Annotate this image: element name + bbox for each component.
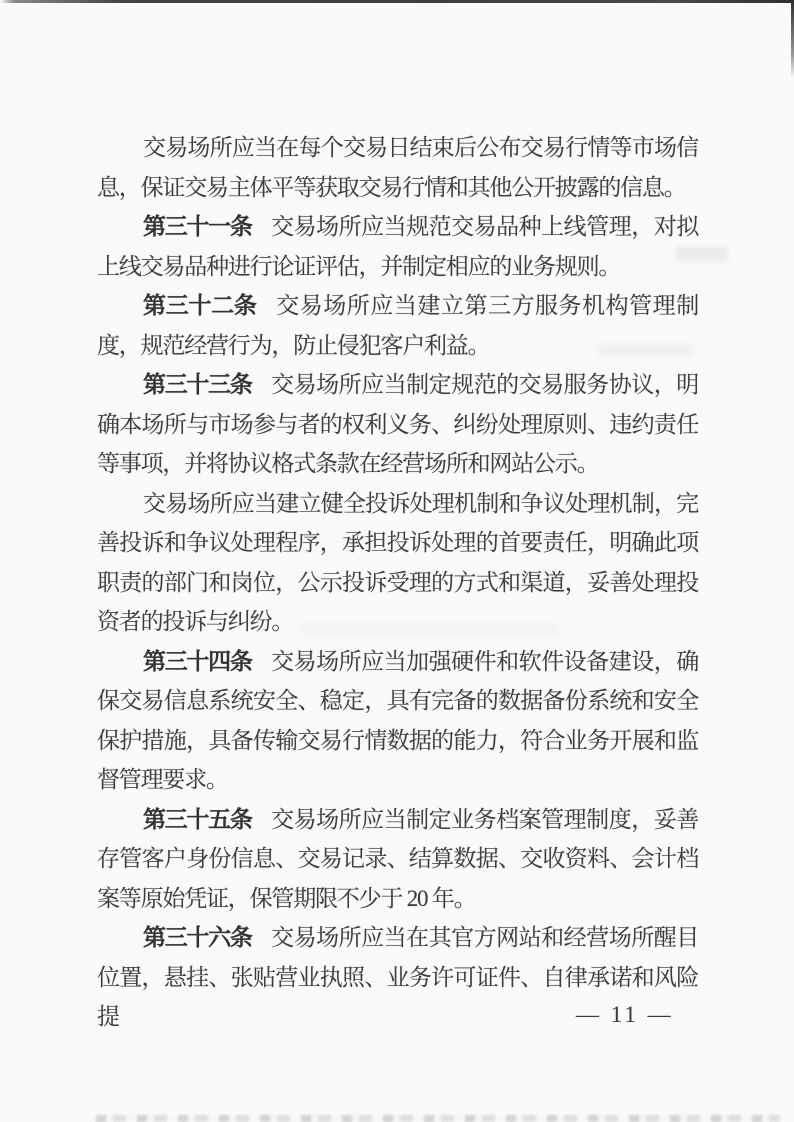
article-text: 交易场所应当在其官方网站和经营场所醒目位置，悬挂、张贴营业执照、业务许可证件、自律承诺和风险提: [97, 925, 699, 1029]
document-body: [97, 128, 698, 1037]
page-number: — 11 —: [576, 1002, 674, 1027]
article-text: 交易场所应当制定业务档案管理制度，妥善存管客户身份信息、交易记录、结算数据、交收资料、会计档案等原始凭证，保管期限不少于 20 年。: [97, 806, 699, 911]
article-text: 交易场所应当规范交易品种上线管理，对拟上线交易品种进行论证评估，并制定相应的业务规则。: [97, 214, 699, 279]
article-number: 第三十四条: [143, 648, 252, 674]
paragraph-article-33: [97, 365, 698, 484]
article-number: 第三十六条: [143, 925, 252, 950]
article-number: 第三十一条: [143, 214, 252, 239]
paragraph-article-32: [97, 286, 698, 365]
article-text: 交易场所应当建立第三方服务机构管理制度，规范经营行为，防止侵犯客户利益。: [97, 293, 699, 358]
paragraph-text: 交易场所应当在每个交易日结束后公布交易行情等市场信息，保证交易主体平等获取交易行情和其他公开披露的信息。: [97, 135, 698, 200]
paragraph-article-35: [97, 800, 698, 919]
paragraph-market-info: [97, 128, 698, 207]
paragraph-article-31: [97, 207, 698, 286]
paragraph-text: 交易场所应当建立健全投诉处理机制和争议处理机制，完善投诉和争议处理程序，承担投诉处理的首要责任，明确此项职责的部门和岗位，公示投诉受理的方式和渠道，妥善处理投资者的投诉与纠纷。: [97, 490, 698, 634]
scan-artifact-bottom-bleedthrough: [96, 1115, 780, 1122]
paragraph-article-34: [97, 642, 698, 800]
article-text: 交易场所应当制定规范的交易服务协议，明确本场所与市场参与者的权利义务、纠纷处理原则、违约责任等事项，并将协议格式条款在经营场所和网站公示。: [97, 372, 699, 476]
paragraph-complaint-handling: [97, 484, 698, 642]
article-number: 第三十五条: [143, 806, 252, 832]
article-number: 第三十二条: [143, 293, 257, 318]
scan-artifact-top-edge: [0, 0, 794, 3]
article-number: 第三十三条: [143, 372, 252, 397]
article-text: 交易场所应当加强硬件和软件设备建设，确保交易信息系统安全、稳定，具有完备的数据备份系统和安全保护措施，具备传输交易行情数据的能力，符合业务开展和监督管理要求。: [97, 648, 699, 792]
